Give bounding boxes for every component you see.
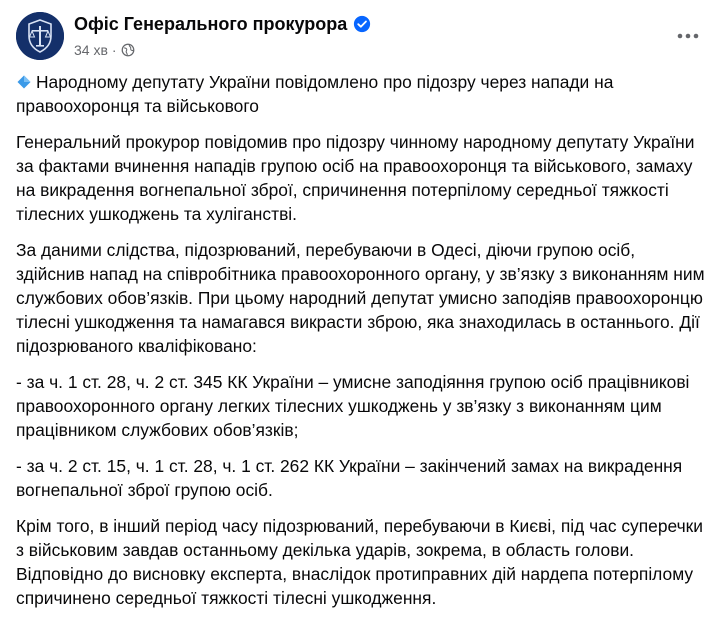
globe-icon[interactable] (121, 43, 135, 57)
page-avatar[interactable] (16, 12, 64, 60)
prosecutor-emblem-icon (16, 12, 64, 60)
post-paragraph: Крім того, в інший період часу підозрюваний, перебуваючи в Києві, під час суперечки з військовим завдав останньому декілька ударів, зокрема, в область голови. Відповідно до висновку експерта, внаслідок протиправних дій нардепа потерпілому спричинено середньої тяжкості тілесні ушкодження. (16, 516, 703, 608)
post-header (16, 12, 706, 62)
post-timestamp[interactable]: 34 хв (74, 42, 108, 58)
post-paragraph: - за ч. 2 ст. 15, ч. 1 ст. 28, ч. 1 ст. 262 КК України – закінчений замах на викрадення вогнепальної зброї групою осіб. (16, 456, 683, 500)
post-paragraph: - за ч. 1 ст. 28, ч. 2 ст. 345 КК України – умисне заподіяння групою осіб працівникові правоохоронного органу легких тілесних ушкоджень у зв’язку з виконанням цим працівником службових обов’язків; (16, 372, 690, 440)
post-title-paragraph (16, 70, 708, 118)
post-paragraph: Генеральний прокурор повідомив про підозру чинному народному депутату України за фактами вчинення нападів групою осіб на правоохоронця та військового, замаху на викрадення вогнепальної зброї, спричинення потерпілому середньої тяжкості тілесних ушкоджень та хуліганстві. (16, 132, 695, 224)
more-options-icon (677, 32, 699, 40)
post-title: Народному депутату України повідомлено про підозру через напади на правоохоронця та військового (16, 72, 614, 116)
verified-badge-icon (353, 15, 371, 33)
meta-separator: · (111, 42, 117, 58)
post-body (16, 70, 708, 622)
post-paragraph: За даними слідства, підозрюваний, перебуваючи в Одесі, діючи групою осіб, здійснив напад на співробітника правоохоронного органу, у зв’язку з виконанням ним службових обов’язків. При цьому народний депутат умисно заподіяв правоохоронцю тілесні ушкодження та намагався викрасти зброю, яка знаходилась в останнього. Дії підозрюваного кваліфіковано: (16, 240, 705, 356)
small-blue-diamond-icon (16, 74, 32, 90)
more-options-button[interactable] (670, 18, 706, 54)
post-meta (74, 42, 135, 58)
page-name-line (74, 14, 371, 35)
page-name-link[interactable]: Офіс Генерального прокурора (74, 14, 348, 34)
